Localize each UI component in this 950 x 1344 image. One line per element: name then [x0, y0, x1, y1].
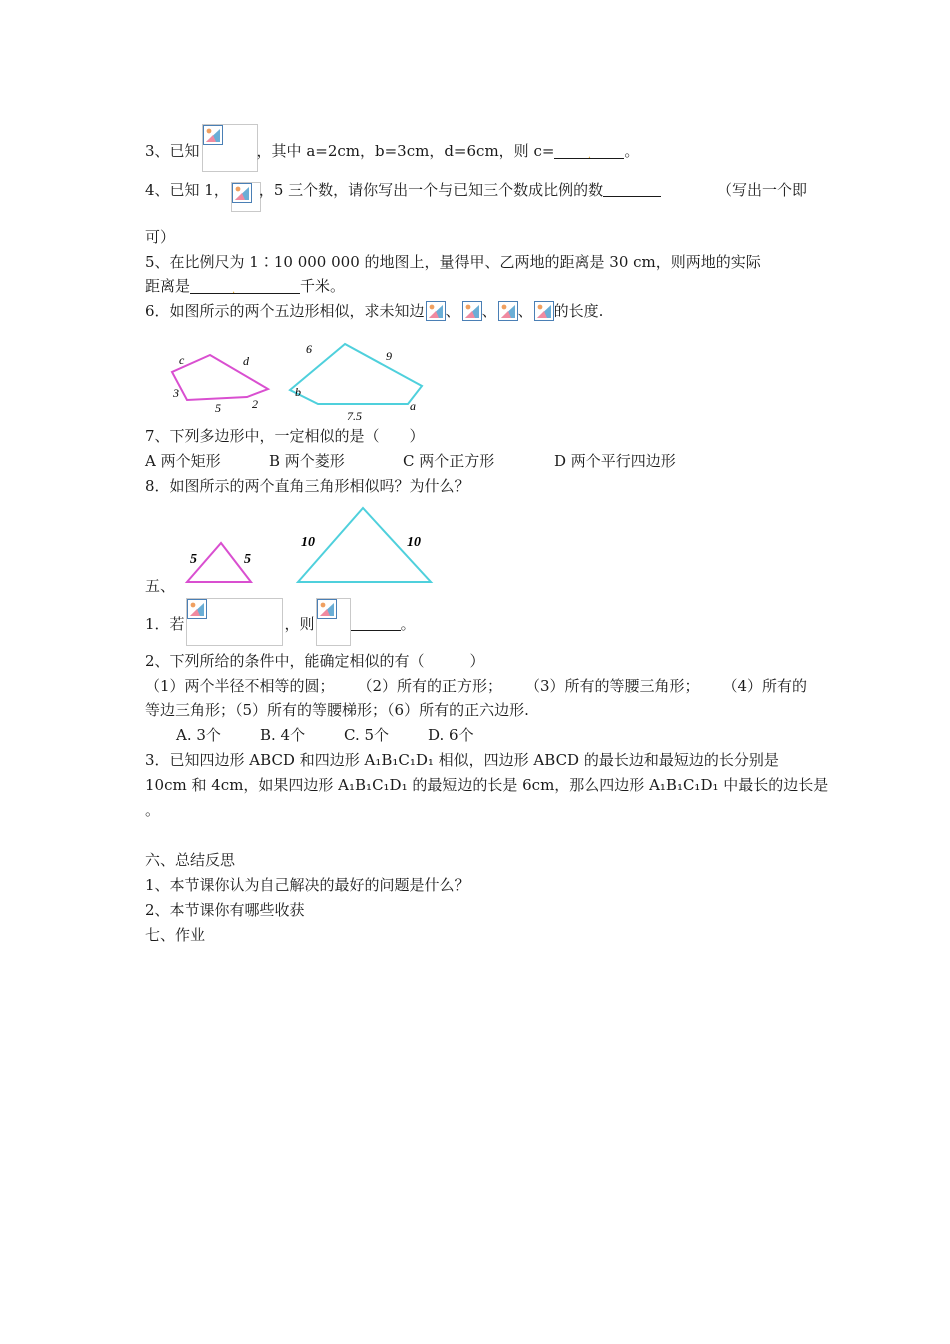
q3-middle: ，其中 a=2cm，b=3cm，d=6cm，则 c=: [256, 142, 555, 160]
label-3: 3: [173, 386, 179, 400]
q4-middle: ，5 三个数，请你写出一个与已知三个数成比例的数: [258, 181, 604, 199]
s6-item-1: 1、本节课你认为自己解决的最好的问题是什么？: [145, 876, 470, 894]
question-3: [145, 141, 639, 161]
q4-prefix: 4、已知 1，: [145, 181, 229, 199]
q4-suffix: （写出一个即: [716, 181, 807, 199]
option-b: B 两个菱形: [269, 452, 345, 470]
broken-image-icon: [534, 301, 554, 321]
s5-question-1: 1．若 ，则 。: [145, 615, 416, 633]
label-d: d: [243, 354, 249, 368]
question-5-line2: 距离是 . 千米。: [145, 277, 346, 296]
q6-prefix: 6．如图所示的两个五边形相似，求未知边: [145, 302, 425, 320]
s5-question-2-options: A. 3个 B. 4个 C. 5个 D. 6个: [176, 726, 474, 744]
broken-image-icon: [462, 301, 482, 321]
label-7-5: 7.5: [347, 409, 362, 422]
s5-question-2-line2: 等边三角形；（5）所有的等腰梯形；（6）所有的正六边形.: [145, 701, 529, 719]
label-5-right: 5: [244, 552, 251, 567]
label-6: 6: [306, 342, 312, 356]
triangle-figure: [180, 500, 440, 590]
label-b: b: [295, 385, 301, 399]
side-image-1: [426, 301, 445, 320]
option-a: A 两个矩形: [145, 452, 221, 470]
section-5-heading: 五、: [145, 577, 176, 595]
section-6-heading: 六、总结反思: [145, 851, 236, 869]
s5-question-3-line1: 3．已知四边形 ABCD 和四边形 A₁B₁C₁D₁ 相似，四边形 ABCD 的最长边和最短边的长分别是: [145, 751, 779, 769]
label-c: c: [179, 353, 185, 367]
question-4: [145, 180, 807, 200]
s5-question-3-line2: 10cm 和 4cm，如果四边形 A₁B₁C₁D₁ 的最短边的长是 6cm，那么四边形 A₁B₁C₁D₁ 中最长的边长是: [145, 776, 829, 794]
answer-blank: [603, 181, 661, 197]
label-a: a: [410, 399, 416, 413]
s5-question-3-line3: 。: [145, 801, 161, 819]
broken-image-icon: [498, 301, 518, 321]
label-2: 2: [252, 397, 258, 411]
option-c: C 两个正方形: [403, 452, 495, 470]
small-pentagon: [172, 355, 268, 400]
question-7: 7、下列多边形中，一定相似的是（ ）: [145, 427, 425, 445]
pentagon-figure: [160, 330, 430, 422]
label-5-left: 5: [190, 552, 197, 567]
broken-image-icon: [426, 301, 446, 321]
section-7-heading: 七、作业: [145, 926, 206, 944]
label-10-right: 10: [407, 535, 421, 550]
option-d: D 两个平行四边形: [554, 452, 676, 470]
answer-blank: [351, 615, 401, 631]
q3-suffix: 。: [624, 142, 640, 160]
label-10-left: 10: [301, 535, 315, 550]
answer-blank: .: [554, 143, 624, 159]
label-5: 5: [215, 401, 221, 415]
question-6: 6．如图所示的两个五边形相似，求未知边 、 、 、 的长度.: [145, 302, 604, 320]
s5-question-2: 2、下列所给的条件中，能确定相似的有（ ）: [145, 652, 485, 670]
q6-suffix: 的长度.: [553, 302, 604, 320]
s6-item-2: 2、本节课你有哪些收获: [145, 901, 305, 919]
question-5-line1: 5、在比例尺为 1∶10 000 000 的地图上，量得甲、乙两地的距离是 30 cm，则两地的实际: [145, 253, 761, 271]
s5-question-2-line1: （1）两个半径不相等的圆； （2）所有的正方形； （3）所有的等腰三角形； （4）所有的: [145, 677, 807, 695]
question-7-options: [145, 451, 676, 471]
question-4-cont: 可）: [145, 228, 176, 246]
q3-prefix: 3、已知: [145, 142, 200, 160]
label-9: 9: [386, 349, 392, 363]
question-8: 8．如图所示的两个直角三角形相似吗？为什么？: [145, 477, 470, 495]
side-image-4: [534, 301, 553, 320]
side-image-3: [498, 301, 517, 320]
answer-blank: .: [190, 278, 300, 294]
side-image-2: [462, 301, 481, 320]
